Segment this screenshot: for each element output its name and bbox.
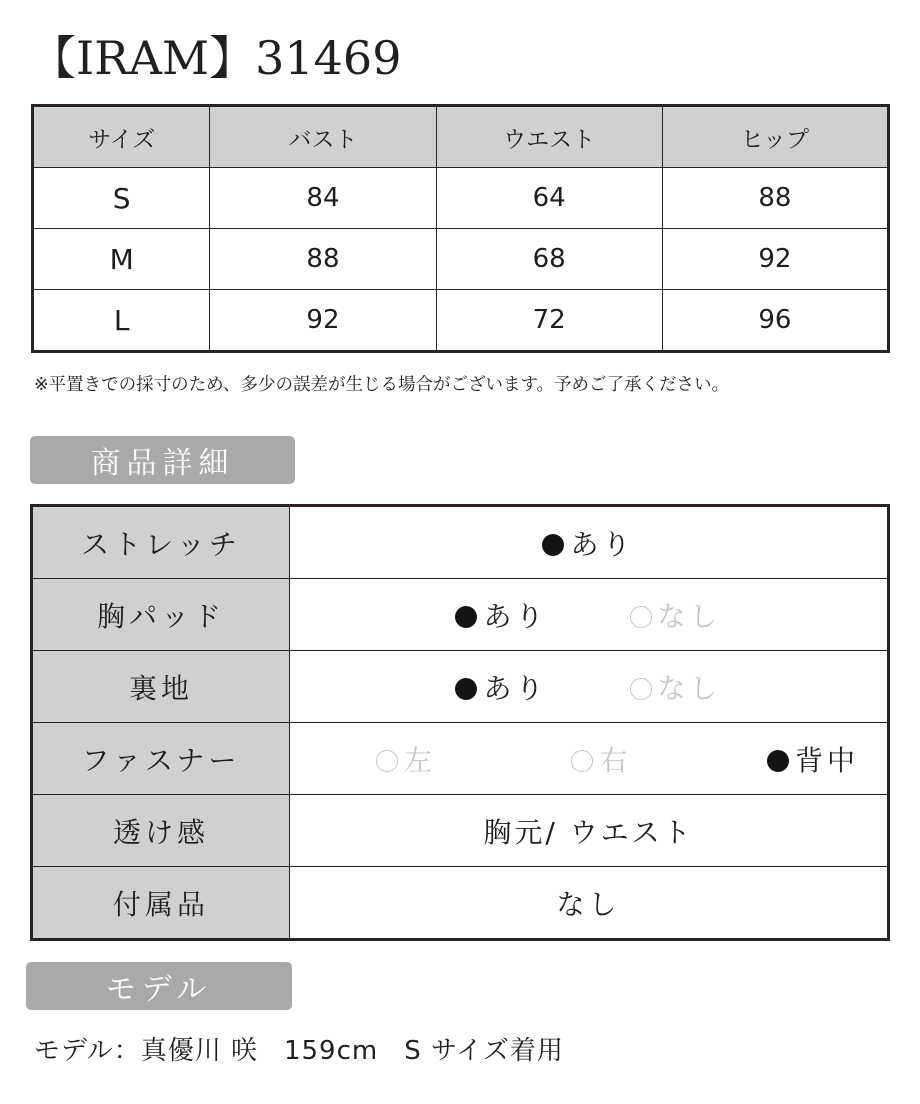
size-table [31, 104, 890, 353]
zipper-value [290, 723, 889, 795]
zipper-option-right [571, 739, 631, 779]
header-size: サイズ [33, 106, 210, 168]
option-label: 右 [599, 743, 632, 777]
chest-pad-label: 胸パッド [32, 579, 290, 651]
option-label: 背中 [794, 743, 859, 777]
size-table-header [33, 106, 889, 168]
lining-option-no [630, 667, 722, 707]
option-label: あり [483, 599, 548, 633]
hip-value: 92 [662, 229, 888, 290]
zipper-option-left [376, 739, 436, 779]
option-label: なし [657, 599, 722, 633]
size-row-s [33, 168, 889, 229]
lining-value [290, 651, 889, 723]
stretch-label: ストレッチ [32, 506, 290, 579]
lining-label: 裏地 [32, 651, 290, 723]
model-section-tag: モデル [26, 962, 292, 1010]
detail-row-accessories [32, 867, 889, 940]
empty-circle-icon [630, 678, 652, 700]
stretch-value [290, 506, 889, 579]
detail-row-chest-pad [32, 579, 889, 651]
option-label: なし [657, 671, 722, 705]
bust-value: 88 [210, 229, 436, 290]
stretch-option-yes [542, 523, 634, 563]
hip-value: 96 [662, 290, 888, 352]
zipper-label: ファスナー [32, 723, 290, 795]
empty-circle-icon [376, 750, 398, 772]
filled-circle-icon [542, 534, 564, 556]
empty-circle-icon [630, 606, 652, 628]
header-bust: バスト [210, 106, 436, 168]
filled-circle-icon [455, 678, 477, 700]
detail-table [30, 504, 890, 941]
accessories-label: 付属品 [32, 867, 290, 940]
header-hip: ヒップ [662, 106, 888, 168]
chest-pad-option-no [630, 595, 722, 635]
empty-circle-icon [571, 750, 593, 772]
detail-row-lining [32, 651, 889, 723]
filled-circle-icon [767, 750, 789, 772]
chest-pad-value [290, 579, 889, 651]
filled-circle-icon [455, 606, 477, 628]
hip-value: 88 [662, 168, 888, 229]
chest-pad-option-yes [455, 595, 547, 635]
detail-section-tag: 商品詳細 [30, 436, 295, 484]
model-info [34, 1031, 564, 1071]
header-waist: ウエスト [436, 106, 662, 168]
waist-value: 64 [436, 168, 662, 229]
model-size: S サイズ着用 [404, 1036, 564, 1066]
size-row-l [33, 290, 889, 352]
sheer-label: 透け感 [32, 795, 290, 867]
bust-value: 92 [210, 290, 436, 352]
detail-row-sheer [32, 795, 889, 867]
accessories-value: なし [290, 867, 889, 940]
detail-row-stretch [32, 506, 889, 579]
option-label: 左 [404, 743, 437, 777]
zipper-option-back [767, 739, 859, 779]
waist-value: 68 [436, 229, 662, 290]
waist-value: 72 [436, 290, 662, 352]
model-name: モデル：真優川 咲 [34, 1036, 258, 1066]
size-label: L [33, 290, 210, 352]
detail-row-zipper [32, 723, 889, 795]
size-row-m [33, 229, 889, 290]
size-label: S [33, 168, 210, 229]
bust-value: 84 [210, 168, 436, 229]
lining-option-yes [455, 667, 547, 707]
model-height: 159cm [283, 1036, 379, 1066]
sheer-value: 胸元/ ウエスト [290, 795, 889, 867]
measurement-note: ※平置きでの採寸のため、多少の誤差が生じる場合がございます。予めご了承ください。 [34, 375, 730, 395]
option-label: あり [570, 527, 635, 561]
size-label: M [33, 229, 210, 290]
product-title: 【IRAM】31469 [30, 31, 402, 85]
option-label: あり [483, 671, 548, 705]
